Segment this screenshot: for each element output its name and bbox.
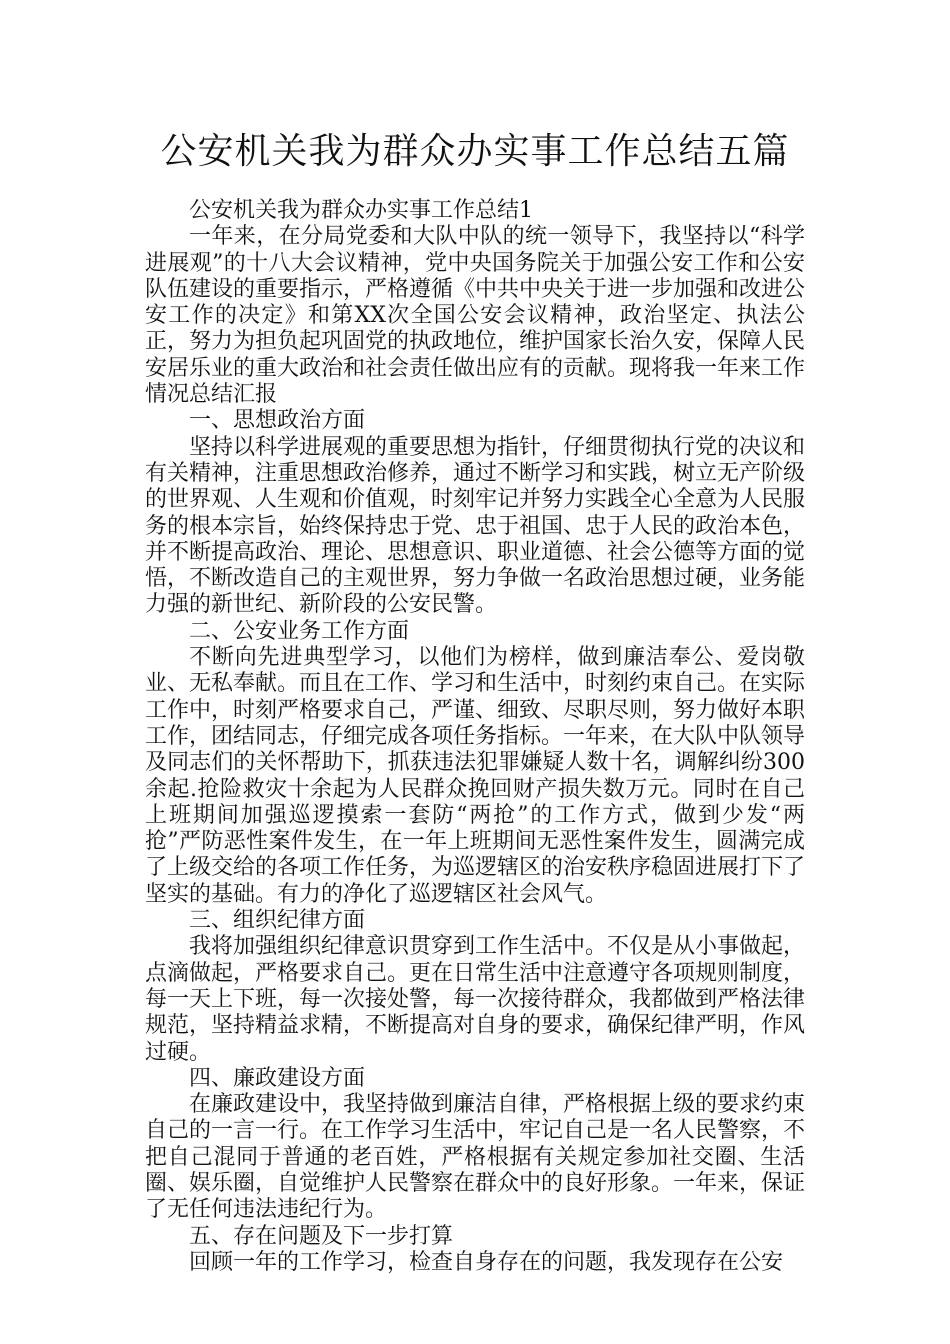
section-heading: 五、存在问题及下一步打算 [189,1223,454,1249]
section-heading: 二、公安业务工作方面 [189,618,410,644]
section-heading: 一、思想政治方面 [189,408,366,434]
section-heading: 四、廉政建设方面 [189,1065,366,1091]
paragraph: 在廉政建设中，我坚持做到廉洁自律，严格根据上级的要求约束自己的一言一行。在工作学习生活中，牢记自己是一名人民警察，不把自己混同于普通的老百姓，严格根据有关规定参加社交圈、生活圈、娱乐圈，自觉维护人民警察在群众中的良好形象。一年来，保证了无任何违法违纪行为。 [145,1092,806,1223]
document-title: 公安机关我为群众办实事工作总结五篇 [160,131,790,172]
paragraph: 我将加强组织纪律意识贯穿到工作生活中。不仅是从小事做起，点滴做起，严格要求自己。更在日常生活中注意遵守各项规则制度，每一天上下班，每一次接处警，每一次接待群众，我都做到严格法律规范，坚持精益求精，不断提高对自身的要求，确保纪律严明，作风过硬。 [145,934,806,1065]
paragraph: 坚持以科学进展观的重要思想为指针，仔细贯彻执行党的决议和有关精神，注重思想政治修养，通过不断学习和实践，树立无产阶级的世界观、人生观和价值观，时刻牢记并努力实践全心全意为人民服务的根本宗旨，始终保持忠于党、忠于祖国、忠于人民的政治本色，并不断提高政治、理论、思想意识、职业道德、社会公德等方面的觉悟，不断改造自己的主观世界，努力争做一名政治思想过硬，业务能力强的新世纪、新阶段的公安民警。 [145,434,806,618]
document-body [145,198,805,1276]
paragraph: 一年来，在分局党委和大队中队的统一领导下，我坚持以“科学进展观”的十八大会议精神，党中央国务院关于加强公安工作和公安队伍建设的重要指示，严格遵循《中共中央关于进一步加强和改进公安工作的决定》和第XX次全国公安会议精神，政治坚定、执法公正，努力为担负起巩固党的执政地位，维护国家长治久安，保障人民安居乐业的重大政治和社会责任做出应有的贡献。现将我一年来工作情况总结汇报 [145,224,806,408]
section-heading: 公安机关我为群众办实事工作总结1 [189,198,533,223]
section-heading: 三、组织纪律方面 [189,908,366,934]
paragraph: 回顾一年的工作学习，检查自身存在的问题，我发现存在公安 [189,1249,784,1275]
paragraph: 不断向先进典型学习，以他们为榜样，做到廉洁奉公、爱岗敬业、无私奉献。而且在工作、学习和生活中，时刻约束自己。在实际工作中，时刻严格要求自己，严谨、细致、尽职尽则，努力做好本职工作，团结同志，仔细完成各项任务指标。一年来，在大队中队领导及同志们的关怀帮助下，抓获违法犯罪嫌疑人数十名，调解纠纷300余起.抢险救灾十余起为人民群众挽回财产损失数万元。同时在自己上班期间加强巡逻摸索一套防“两抢”的工作方式，做到少发“两抢”严防恶性案件发生，在一年上班期间无恶性案件发生，圆满完成了上级交给的各项工作任务，为巡逻辖区的治安秩序稳固进展打下了坚实的基础。有力的净化了巡逻辖区社会风气。 [145,645,806,907]
